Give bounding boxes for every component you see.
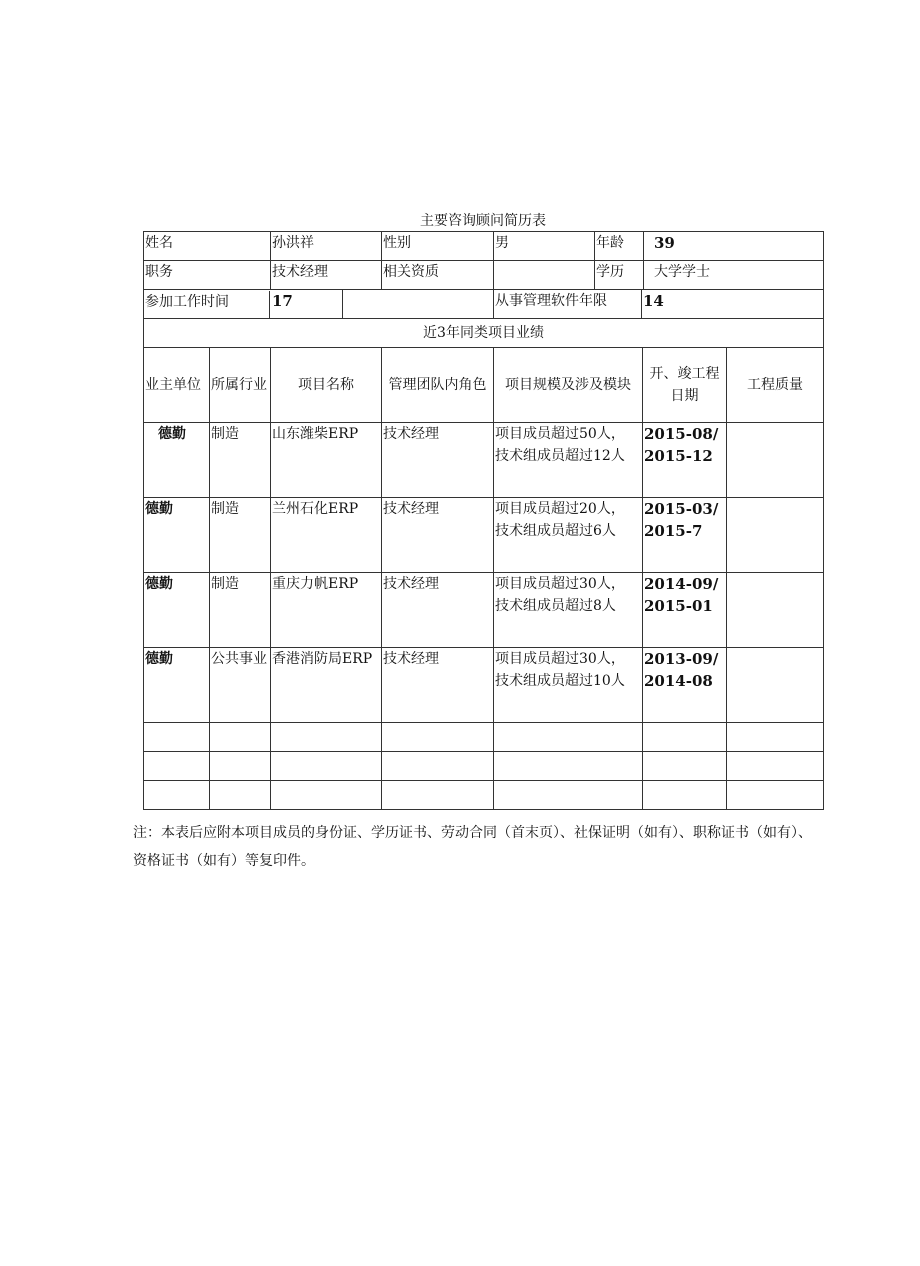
years-value: 14: [642, 290, 824, 319]
row-project: 山东潍柴ERP: [271, 423, 382, 498]
empty-cell: [643, 781, 727, 810]
row-project: 香港消防局ERP: [271, 648, 382, 723]
row-quality: [727, 648, 824, 723]
empty-cell: [210, 723, 271, 752]
row-scale: [494, 648, 643, 723]
age-label: 年龄: [595, 232, 644, 261]
row-dates: 2015-08/2015-12: [643, 423, 727, 498]
empty-cell: [643, 723, 727, 752]
empty-row: [144, 781, 824, 810]
table-row: [144, 423, 824, 498]
gender-label: 性别: [382, 232, 494, 261]
empty-cell: [494, 781, 643, 810]
empty-cell: [727, 723, 824, 752]
row-role: 技术经理: [382, 423, 494, 498]
empty-cell: [144, 752, 210, 781]
section-title: 近3年同类项目业绩: [144, 319, 824, 348]
empty-cell: [144, 781, 210, 810]
empty-cell: [727, 752, 824, 781]
position-value: 技术经理: [271, 261, 382, 290]
table-row: [144, 498, 824, 573]
row-scale-line-1: 项目成员超过30人，: [495, 651, 625, 667]
row-quality: [727, 423, 824, 498]
row-scale-line-2: 技术组成员超过8人: [495, 598, 616, 614]
name-value: 孙洪祥: [271, 232, 382, 261]
row-quality: [727, 498, 824, 573]
row-quality: [727, 573, 824, 648]
row-scale-line-1: 项目成员超过50人，: [495, 426, 625, 442]
empty-cell: [210, 781, 271, 810]
position-label: 职务: [144, 261, 271, 290]
empty-cell: [271, 723, 382, 752]
row-industry: 制造: [210, 423, 271, 498]
info-row-3: [144, 290, 824, 319]
row-industry: 制造: [210, 498, 271, 573]
qualification-value: [494, 261, 595, 290]
age-value: 39: [644, 232, 824, 261]
empty-cell: [382, 723, 494, 752]
projects-header-row: [144, 348, 824, 423]
header-dates: 开、竣工程日期: [643, 348, 727, 423]
row-dates: 2014-09/2015-01: [643, 573, 727, 648]
row-role: 技术经理: [382, 648, 494, 723]
row-scale-line-2: 技术组成员超过6人: [495, 523, 616, 539]
row-scale: [494, 498, 643, 573]
row-owner: 德勤: [144, 573, 210, 648]
row-scale-line-1: 项目成员超过30人，: [495, 576, 625, 592]
work-start-label: [144, 290, 343, 319]
gender-value: 男: [494, 232, 595, 261]
empty-cell: [494, 752, 643, 781]
empty-cell: [494, 723, 643, 752]
row-scale: [494, 423, 643, 498]
row-project: 重庆力帆ERP: [271, 573, 382, 648]
header-owner: 业主单位: [144, 348, 210, 423]
row-scale: [494, 573, 643, 648]
row-role: 技术经理: [382, 498, 494, 573]
projects-table: [143, 347, 824, 810]
empty-cell: [144, 723, 210, 752]
work-start-spacer: [343, 290, 494, 319]
info-row-1: [144, 232, 824, 261]
row-scale-line-2: 技术组成员超过12人: [495, 448, 625, 464]
qualification-label: 相关资质: [382, 261, 494, 290]
section-row: [144, 319, 824, 348]
empty-cell: [382, 752, 494, 781]
row-scale-line-1: 项目成员超过20人，: [495, 501, 625, 517]
row-dates: 2013-09/2014-08: [643, 648, 727, 723]
row-industry: 制造: [210, 573, 271, 648]
footnote: 注：本表后应附本项目成员的身份证、学历证书、劳动合同（首末页）、社保证明（如有）、职称证书（如有）、资格证书（如有）等复印件。: [133, 825, 812, 869]
row-industry: 公共事业: [210, 648, 271, 723]
header-scale: 项目规模及涉及模块: [494, 348, 643, 423]
row-dates: 2015-03/2015-7: [643, 498, 727, 573]
row-owner: 德勤: [144, 498, 210, 573]
row-role: 技术经理: [382, 573, 494, 648]
empty-row: [144, 723, 824, 752]
empty-cell: [210, 752, 271, 781]
resume-table: [143, 231, 824, 348]
table-row: [144, 648, 824, 723]
years-label: 从事管理软件年限: [494, 290, 642, 319]
header-quality: 工程质量: [727, 348, 824, 423]
education-value: 大学学士: [644, 261, 824, 290]
empty-row: [144, 752, 824, 781]
info-row-2: [144, 261, 824, 290]
name-label: 姓名: [144, 232, 271, 261]
work-start-label-text: 参加工作时间: [145, 291, 270, 319]
row-owner: 德勤: [144, 648, 210, 723]
empty-cell: [271, 752, 382, 781]
empty-cell: [727, 781, 824, 810]
empty-cell: [382, 781, 494, 810]
row-scale-line-2: 技术组成员超过10人: [495, 673, 625, 689]
header-project: 项目名称: [271, 348, 382, 423]
page-title: 主要咨询顾问简历表: [420, 213, 546, 229]
header-role: 管理团队内角色: [382, 348, 494, 423]
work-start-value: 17: [272, 292, 293, 310]
table-row: [144, 573, 824, 648]
education-label: 学历: [595, 261, 644, 290]
empty-cell: [271, 781, 382, 810]
row-owner: 德勤: [144, 423, 210, 498]
row-project: 兰州石化ERP: [271, 498, 382, 573]
empty-cell: [643, 752, 727, 781]
header-industry: 所属行业: [210, 348, 271, 423]
